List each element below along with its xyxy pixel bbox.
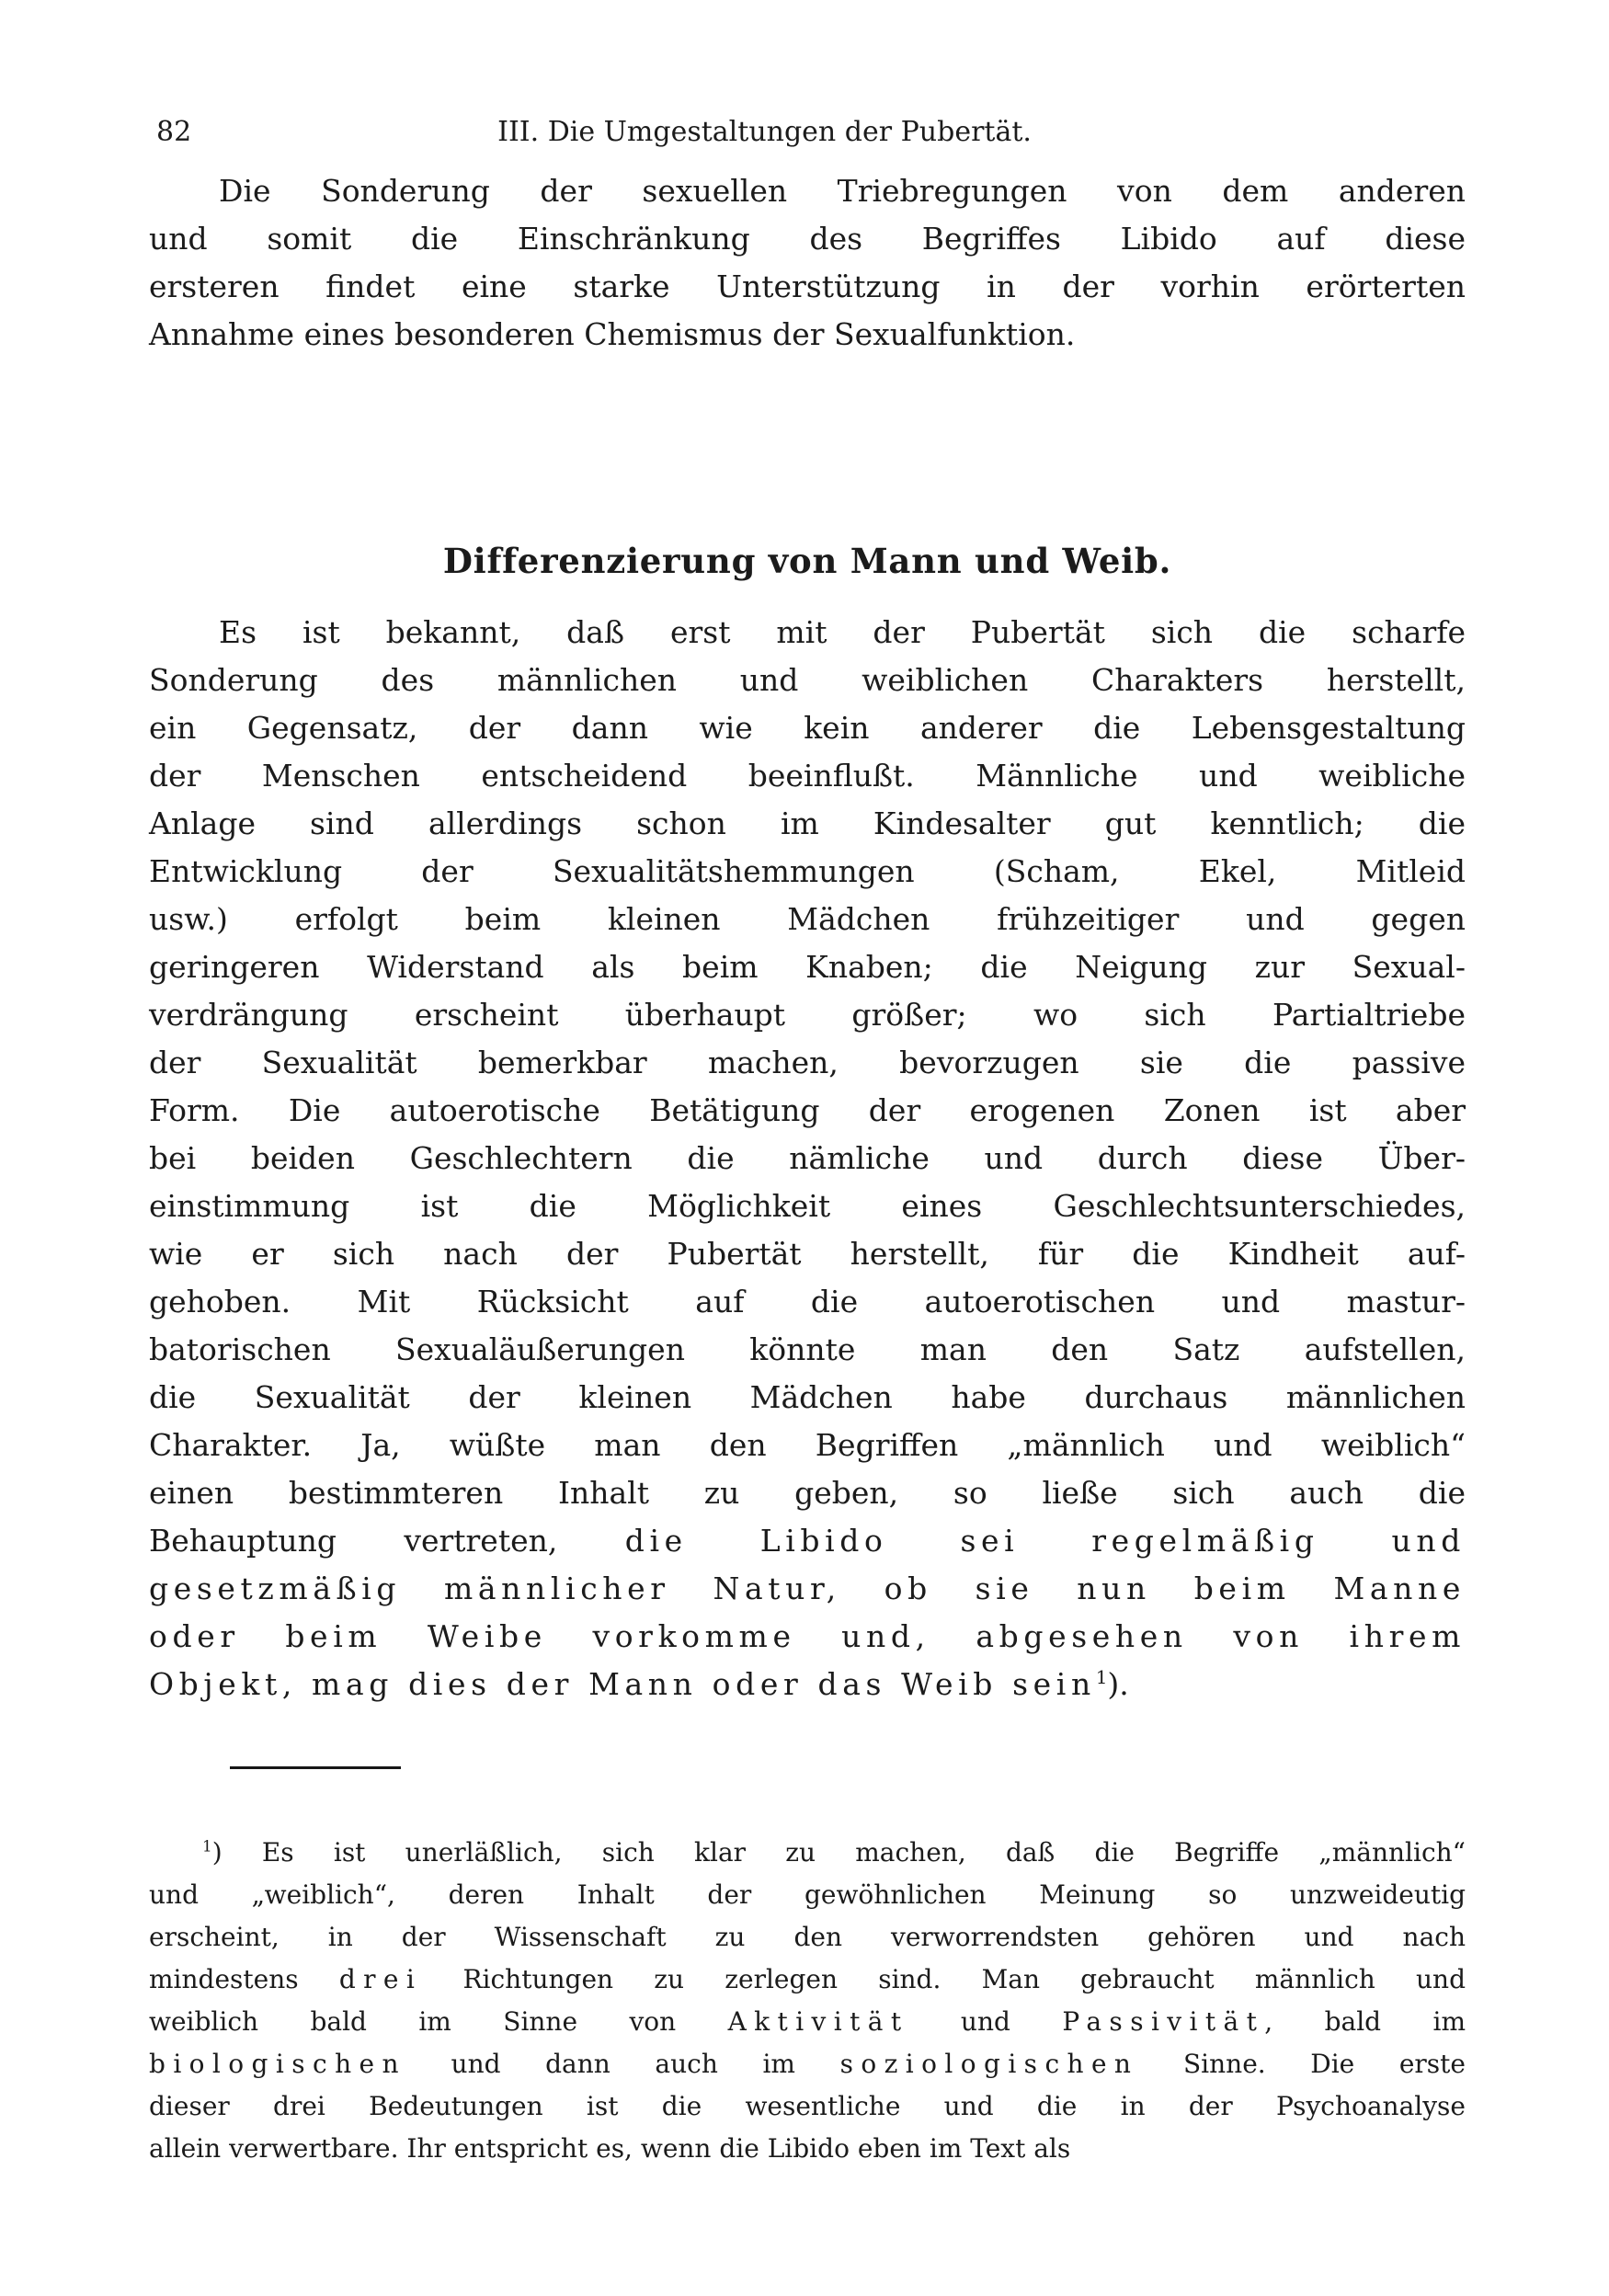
text-segment: batorischen Sexualäußerungen könnte man den Satz aufstellen, [149,1331,1466,1367]
footnote-line [149,2043,1466,2085]
text-segment: verdrängung erscheint überhaupt größer; wo sich Partialtriebe [149,997,1466,1033]
footnote-marker: 1 [202,1836,212,1856]
body-line [149,704,1466,752]
body-line [149,609,1466,657]
body-line [149,896,1466,943]
intro-line [149,263,1466,311]
text-segment: ersteren findet eine starke Unterstützung in der vorhin erörterten [149,268,1466,304]
emphasized-text: gesetzmäßig männlicher Natur, ob sie nun beim Manne [149,1571,1466,1606]
body-line [149,1087,1466,1135]
text-segment: ein Gegensatz, der dann wie kein anderer die Lebensgestaltung [149,710,1466,746]
text-segment: Annahme eines besonderen Chemismus der Sexualfunktion. [149,316,1076,352]
emphasized-text: Aktivität [727,2006,909,2037]
footnote-divider [230,1766,401,1769]
footnote-line [149,1832,1466,1874]
text-segment: allein verwertbare. Ihr entspricht es, wenn die Libido eben im Text als [149,2133,1071,2164]
body-line [149,800,1466,848]
emphasized-text: oder beim Weibe vorkomme und, abgesehen von ihrem [149,1618,1466,1654]
footnote-line [149,2001,1466,2043]
text-segment: der Menschen entscheidend beeinflußt. Männliche und weibliche [149,758,1466,794]
running-title: III. Die Umgestaltungen der Pubertät. [497,116,1032,148]
text-segment: einstimmung ist die Möglichkeit eines Geschlechtsunterschiedes, [149,1188,1466,1224]
text-segment: und dann auch im [405,2049,840,2079]
text-segment: Anlage sind allerdings schon im Kindesalter gut kenntlich; die [149,805,1466,841]
text-segment: usw.) erfolgt beim kleinen Mädchen frühzeitiger und gegen [149,901,1466,937]
text-segment: Entwicklung der Sexualitätshemmungen (Scham, Ekel, Mitleid [149,853,1466,889]
footnote-line [149,1874,1466,1916]
body-line [149,1278,1466,1326]
footnote-marker: 1 [1095,1667,1108,1688]
text-segment: bei beiden Geschlechtern die nämliche und durch diese Über- [149,1140,1466,1176]
body-line [149,752,1466,800]
body-line [149,848,1466,896]
footnote [149,1832,1466,2170]
text-segment: Charakter. Ja, wüßte man den Begriffen „männlich und weiblich“ [149,1427,1466,1463]
body-line [149,943,1466,991]
body-line [149,1613,1466,1661]
body-line [149,1374,1466,1422]
text-segment: Richtungen zu zerlegen sind. Man gebraucht männlich und [422,1964,1466,1994]
text-segment: der Sexualität bemerkbar machen, bevorzugen sie die passive [149,1045,1466,1080]
text-segment: Behauptung vertreten, [149,1523,625,1559]
text-segment: und „weiblich“, deren Inhalt der gewöhnlichen Meinung so unzweideutig [149,1879,1466,1910]
emphasized-text: drei [338,1964,423,1994]
text-segment: weiblich bald im Sinne von [149,2006,728,2037]
text-segment: ). [1107,1666,1129,1702]
text-segment: einen bestimmteren Inhalt zu geben, so ließe sich auch die [149,1475,1466,1511]
text-segment: Sonderung des männlichen und weiblichen Charakters herstellt, [149,662,1466,698]
footnote-line [149,1959,1466,2001]
text-segment: , bald im [1264,2006,1466,2037]
text-segment: und somit die Einschränkung des Begriffes Libido auf diese [149,221,1466,257]
footnote-line [149,2128,1466,2170]
text-segment: dieser drei Bedeutungen ist die wesentliche und die in der Psychoanalyse [149,2091,1466,2121]
body-line [149,1182,1466,1230]
body-line [149,1039,1466,1087]
text-segment: mindestens [149,1964,339,1994]
body-line [149,1469,1466,1517]
body-line [149,1230,1466,1278]
text-segment: ) Es ist unerläßlich, sich klar zu machen, daß die Begriffe „männlich“ [211,1837,1466,1868]
emphasized-text: Passivität [1062,2006,1265,2037]
text-segment: gehoben. Mit Rücksicht auf die autoerotischen und mastur- [149,1284,1466,1319]
text-segment: wie er sich nach der Pubertät herstellt, für die Kindheit auf- [149,1236,1466,1272]
text-segment: Es ist bekannt, daß erst mit der Pubertät sich die scharfe [219,614,1466,650]
main-paragraph [149,609,1466,1708]
body-line [149,1661,1466,1708]
intro-line [149,167,1466,215]
page-number: 82 [156,116,192,148]
body-line [149,1326,1466,1374]
body-line [149,1565,1466,1613]
body-line [149,1422,1466,1469]
text-segment: Form. Die autoerotische Betätigung der erogenen Zonen ist aber [149,1092,1466,1128]
intro-paragraph [149,167,1466,359]
emphasized-text: Objekt, mag dies der Mann oder das Weib sein [149,1666,1096,1702]
page-header [149,116,1466,156]
intro-line [149,311,1466,359]
text-segment: und [908,2006,1063,2037]
emphasized-text: die Libido sei regelmäßig und [624,1523,1466,1559]
text-segment: erscheint, in der Wissenschaft zu den verworrendsten gehören und nach [149,1922,1466,1952]
footnote-line [149,2085,1466,2128]
intro-line [149,215,1466,263]
body-line [149,991,1466,1039]
text-segment: Die Sonderung der sexuellen Triebregungen von dem anderen [219,173,1466,209]
footnote-line [149,1916,1466,1959]
section-heading: Differenzierung von Mann und Weib. [442,541,1172,581]
text-segment: Sinne. Die erste [1138,2049,1466,2079]
emphasized-text: biologischen [149,2049,406,2079]
text-segment: geringeren Widerstand als beim Knaben; die Neigung zur Sexual- [149,949,1466,985]
text-segment: die Sexualität der kleinen Mädchen habe durchaus männlichen [149,1379,1466,1415]
emphasized-text: soziologischen [839,2049,1139,2079]
body-line [149,1135,1466,1182]
body-line [149,1517,1466,1565]
body-line [149,657,1466,704]
